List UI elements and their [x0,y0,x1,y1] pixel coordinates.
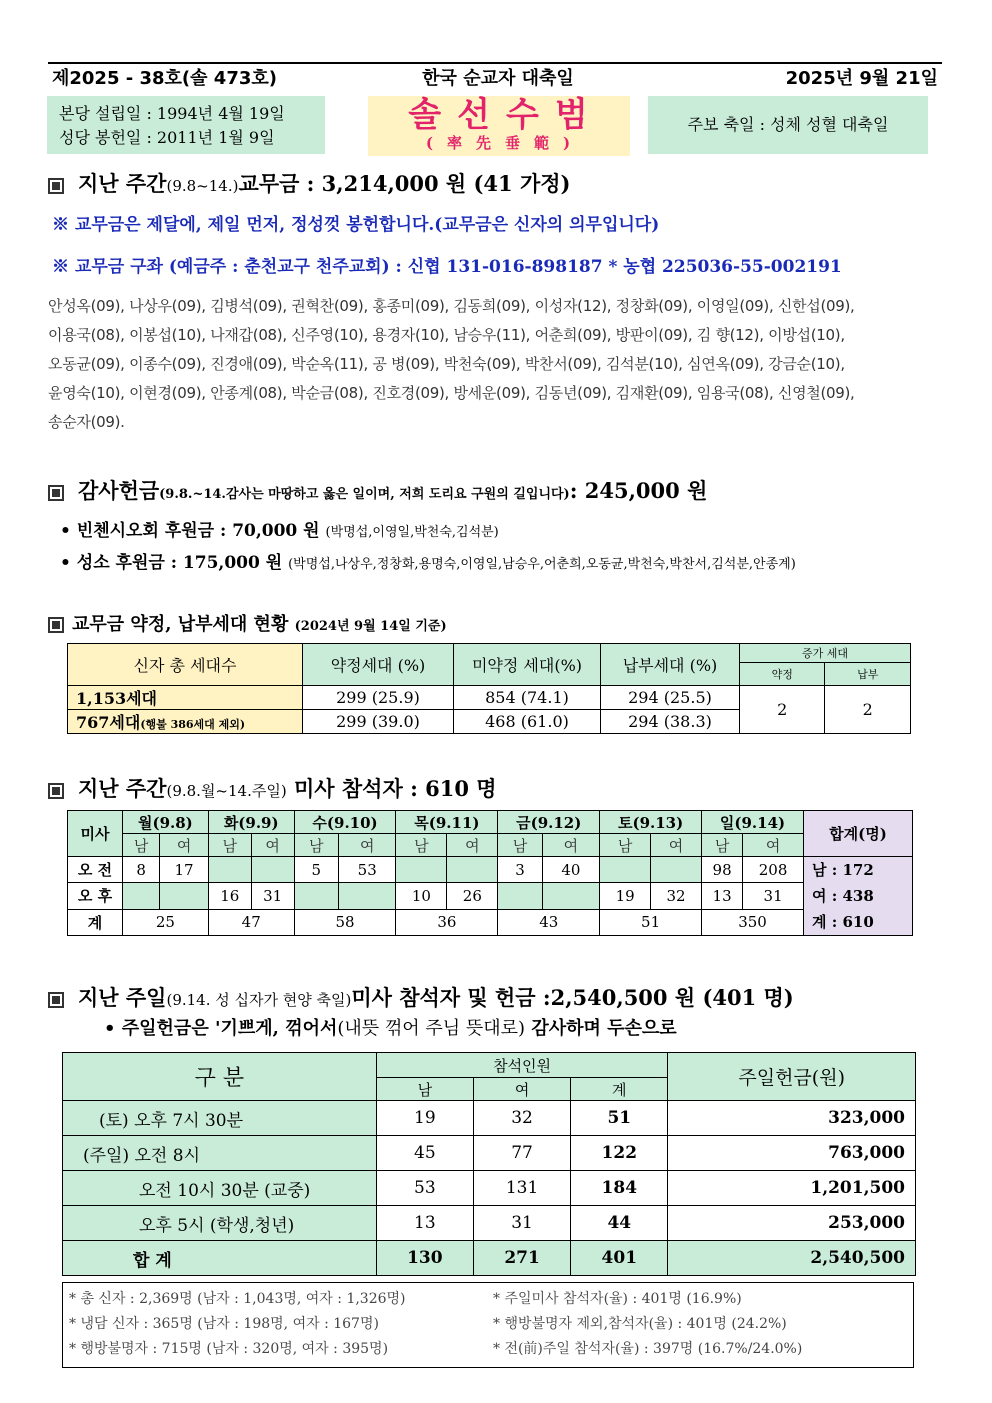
day-header: 일(9.14) [702,811,804,834]
pm-count [160,883,208,909]
sex-header: 여 [251,834,294,857]
issue-date: 2025년 9월 21일 [785,68,938,89]
motto-title: 솔선수범 [408,95,604,135]
footer-row [69,1287,913,1312]
day-sum: 25 [123,909,209,935]
pm-row [68,883,913,909]
vocation-donors: (박명섭,나상우,정창화,용명숙,이영일,남승우,어춘희,오동균,박천숙,박찬서,김석분,안종계) [288,557,796,572]
total-header: 합계(명) [804,811,913,857]
am-count: 8 [123,857,160,883]
day-header: 토(9.13) [600,811,702,834]
female-count: 77 [473,1136,570,1171]
sex-header: 여 [743,834,804,857]
sum-row [68,909,913,935]
issue-number: 제2025 - 38호(솔 473호) [52,68,277,89]
founding-box [47,96,325,154]
pledge-row-unpledged: 468 (61.0) [454,710,601,734]
pledge-header-pledged: 약정세대 (%) [303,644,454,686]
day-sum: 51 [600,909,702,935]
square-bullet-icon [48,485,64,501]
am-count: 40 [542,857,600,883]
mass-label: 미사 [68,811,123,857]
motto-hanja: (率先垂範) [425,134,585,152]
sunday-row [63,1171,916,1206]
sum-header: 계 [571,1078,668,1101]
vincent-support [60,516,499,541]
female-count: 131 [473,1171,570,1206]
am-count: 17 [160,857,208,883]
sex-header: 남 [208,834,251,857]
sunday-title: 지난 주일 [78,985,167,1010]
total-value: 남 : 172 [812,861,874,879]
footer-row [69,1337,913,1362]
male-header: 남 [376,1078,473,1101]
day-sum: 47 [208,909,294,935]
vocation-amount: • 성소 후원금 : 175,000 원 [60,553,283,573]
day-sum: 43 [498,909,600,935]
mass-time: 오후 5시 (학생,청년) [63,1206,377,1241]
feast-title: 한국 순교자 대축일 [422,68,574,89]
pm-count: 19 [600,883,651,909]
footer-previous-rate: * 전(前)주일 참석자(율) : 397명 (16.7%/24.0%) [493,1341,803,1357]
donor-line: 오동균(09), 이종수(09), 진경애(09), 박순옥(11), 공 병(09), 박천숙(09), 박찬서(09), 김석분(10), 심연옥(09), 강금순(10), [48,355,845,373]
am-count: 208 [743,857,804,883]
pm-count: 16 [208,883,251,909]
attendance-total: 미사 참석자 : 610 명 [294,776,497,801]
total-label: 합 계 [63,1241,377,1276]
offering-total: 2,540,500 [668,1241,916,1276]
sunday-row [63,1101,916,1136]
thanks-amount: : 245,000 원 [569,478,708,503]
pm-count: 26 [447,883,498,909]
day-sum: 350 [702,909,804,935]
offering-amount: 253,000 [668,1206,916,1241]
sunday-body [63,1101,916,1276]
sex-header: 여 [160,834,208,857]
sunday-row [63,1136,916,1171]
pledge-row-unpledged: 854 (74.1) [454,686,601,710]
pm-count [294,883,338,909]
offering-amount: 323,000 [668,1101,916,1136]
female-total: 271 [473,1241,570,1276]
sex-header: 여 [542,834,600,857]
sum-label: 계 [68,909,123,935]
day-header: 목(9.11) [396,811,498,834]
pledge-row-pledged: 299 (39.0) [303,710,454,734]
households-note: (행불 386세대 제외) [140,718,246,731]
totals-cell [804,857,913,936]
footer-attendance-rate: * 주일미사 참석자(율) : 401명 (16.9%) [493,1291,742,1307]
female-header: 여 [473,1078,570,1101]
square-bullet-icon [48,992,64,1008]
sunday-sub-paren: (내뜻 꺾어 주님 뜻대로) [337,1018,526,1039]
day-sum: 36 [396,909,498,935]
day-sum: 58 [294,909,396,935]
sex-header: 남 [498,834,542,857]
pledge-increase-paid: 2 [825,686,911,734]
am-row [68,857,913,883]
motto-box [368,96,630,156]
pm-count: 13 [702,883,743,909]
pm-count: 31 [743,883,804,909]
attendance-period: (9.8.월~14.주일) [166,782,287,800]
am-count: 98 [702,857,743,883]
offering-heading [48,168,570,198]
offering-amount: 1,201,500 [668,1171,916,1206]
offering-period: (9.8~14.) [166,177,239,195]
pm-count: 10 [396,883,447,909]
square-bullet-icon [48,617,64,633]
pledge-row-paid: 294 (38.3) [601,710,740,734]
founding-line-1: 본당 설립일 : 1994년 4월 19일 [59,104,285,123]
thanks-heading [48,475,707,505]
pm-count [338,883,396,909]
footer-row [69,1312,913,1337]
thanks-title: 감사헌금 [78,478,160,503]
sex-header: 여 [651,834,702,857]
sex-header: 남 [396,834,447,857]
households-value: 767세대 [76,713,141,732]
sunday-total-row [63,1241,916,1276]
female-count: 31 [473,1206,570,1241]
pledge-table [67,643,911,734]
footer-adjusted-rate: * 행방불명자 제외,참석자(율) : 401명 (24.2%) [493,1316,787,1332]
offering-note-1: ※ 교무금은 제달에, 제일 먼저, 정성껏 봉헌합니다.(교무금은 신자의 의무입니다) [52,215,660,235]
male-count: 13 [376,1206,473,1241]
pledge-row-households [68,686,303,710]
total-value: 여 : 438 [812,887,874,905]
sum-count: 184 [571,1171,668,1206]
female-count: 32 [473,1101,570,1136]
sex-header: 여 [338,834,396,857]
am-count [208,857,251,883]
pm-count [498,883,542,909]
pledge-header-increase: 증가 세대 [740,644,911,663]
donor-line: 송순자(09). [48,413,125,431]
mass-time: (토) 오후 7시 30분 [63,1101,377,1136]
day-header: 금(9.12) [498,811,600,834]
attendance-table [67,810,913,936]
day-header: 월(9.8) [123,811,209,834]
am-count: 5 [294,857,338,883]
category-header: 구 분 [63,1053,377,1101]
pledge-increase-pledged: 2 [740,686,825,734]
total-value: 계 : 610 [812,913,874,931]
sex-header: 남 [294,834,338,857]
male-count: 45 [376,1136,473,1171]
statistics-footer [62,1282,914,1368]
offering-title: 지난 주간 [78,171,167,196]
sunday-row [63,1206,916,1241]
square-bullet-icon [48,783,64,799]
donor-line: 안성옥(09), 나상우(09), 김병석(09), 권혁찬(09), 홍종미(09), 김동희(09), 이성자(12), 정창화(09), 이영일(09), 신한섭(09), [48,297,855,315]
sex-header: 남 [600,834,651,857]
sum-total: 401 [571,1241,668,1276]
sum-count: 51 [571,1101,668,1136]
pledge-date: (2024년 9월 14일 기준) [294,619,447,634]
pledge-header-unpledged: 미약정 세대(%) [454,644,601,686]
am-count [251,857,294,883]
am-count [447,857,498,883]
donor-names [48,292,944,437]
am-label: 오 전 [68,857,123,883]
header-rule [48,62,942,64]
sunday-heading [48,982,794,1012]
pledge-header-households: 신자 총 세대수 [68,644,303,686]
vincent-donors: (박명섭,이영일,박천숙,김석분) [325,525,499,540]
mass-time: 오전 10시 30분 (교중) [63,1171,377,1206]
sex-header: 여 [447,834,498,857]
offering-header: 주일헌금(원) [668,1053,916,1101]
sex-header: 남 [123,834,160,857]
pm-count [123,883,160,909]
pledge-header-increase-paid: 납부 [825,663,911,686]
day-header: 화(9.9) [208,811,294,834]
pm-count: 32 [651,883,702,909]
am-count [600,857,651,883]
thanks-subtitle: (9.8.~14.감사는 마땅하고 옳은 일이며, 저희 도리요 구원의 길입니다) [159,487,570,502]
pm-count [542,883,600,909]
sunday-sub-main: • 주일헌금은 '기쁘게, 꺾어서 [104,1018,338,1039]
sunday-total: 미사 참석자 및 헌금 :2,540,500 원 (401 명) [351,985,794,1010]
sunday-sub-rest: 감사하며 두손으로 [525,1018,677,1039]
offering-amount: 교무금 : 3,214,000 원 (41 가정) [238,171,571,196]
attendance-title: 지난 주간 [78,776,167,801]
pledge-title: 교무금 약정, 납부세대 현황 [72,614,289,635]
patron-box: 주보 축일 : 성체 성혈 대축일 [648,96,928,154]
male-total: 130 [376,1241,473,1276]
donor-line: 이용국(08), 이봉섭(10), 나재갑(08), 신주영(10), 용경자(10), 남승우(11), 어춘희(09), 방판이(09), 김 향(12), 이방섭(10), [48,326,845,344]
offering-note-2: ※ 교무금 구좌 (예금주 : 춘천교구 천주교회) : 신협 131-016-898187 * 농협 225036-55-002191 [52,257,842,277]
am-count [396,857,447,883]
offering-amount: 763,000 [668,1136,916,1171]
households-value: 1,153세대 [76,689,158,708]
pledge-header-increase-pledged: 약정 [740,663,825,686]
am-count: 53 [338,857,396,883]
donor-line: 윤영숙(10), 이현경(09), 안종계(08), 박순금(08), 진호경(09), 방세운(09), 김동년(09), 김재환(09), 임용국(08), 신영철(09), [48,384,855,402]
vocation-support [60,548,796,573]
pledge-row-households [68,710,303,734]
footer-total-members: * 총 신자 : 2,369명 (남자 : 1,043명, 여자 : 1,326명) [69,1291,406,1307]
square-bullet-icon [48,178,64,194]
pm-count: 31 [251,883,294,909]
pledge-row-pledged: 299 (25.9) [303,686,454,710]
sum-count: 122 [571,1136,668,1171]
vincent-amount: • 빈첸시오회 후원금 : 70,000 원 [60,521,320,541]
am-count: 3 [498,857,542,883]
sunday-period: (9.14. 성 십자가 현양 축일) [166,991,352,1009]
pm-label: 오 후 [68,883,123,909]
sex-header: 남 [702,834,743,857]
attend-header: 참석인원 [376,1053,668,1078]
sum-count: 44 [571,1206,668,1241]
footer-lapsed-members: * 냉담 신자 : 365명 (남자 : 198명, 여자 : 167명) [69,1316,379,1332]
am-count [651,857,702,883]
day-header: 수(9.10) [294,811,396,834]
male-count: 53 [376,1171,473,1206]
pledge-heading [48,610,447,636]
sex-header-row [68,834,913,857]
pledge-header-paid: 납부세대 (%) [601,644,740,686]
pledge-row-paid: 294 (25.5) [601,686,740,710]
attendance-heading [48,773,497,803]
sunday-subtitle [104,1014,677,1040]
footer-missing-members: * 행방불명자 : 715명 (남자 : 320명, 여자 : 395명) [69,1341,389,1357]
male-count: 19 [376,1101,473,1136]
mass-time: (주일) 오전 8시 [63,1136,377,1171]
founding-line-2: 성당 봉헌일 : 2011년 1월 9일 [59,128,275,147]
sunday-table [62,1052,916,1276]
